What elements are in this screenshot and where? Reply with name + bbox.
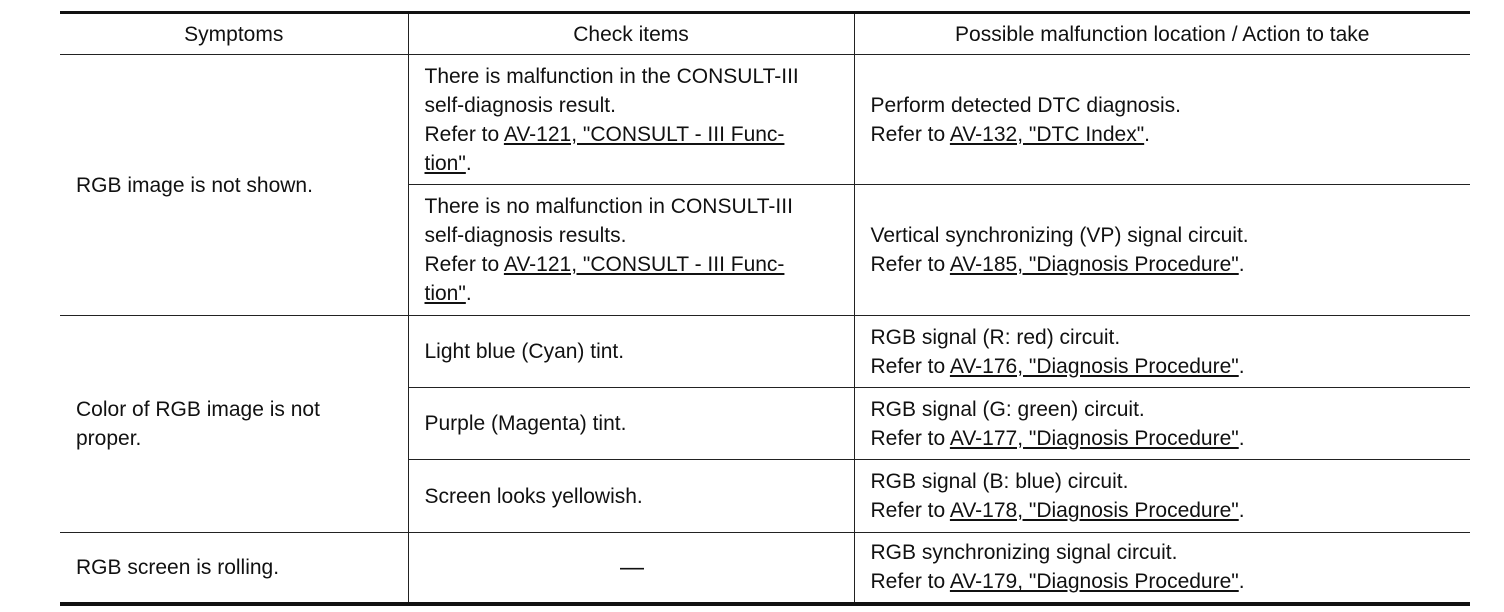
action-text: RGB signal (R: red) circuit.	[870, 325, 1121, 349]
header-check-items: Check items	[408, 13, 854, 55]
action-text: RGB signal (G: green) circuit.	[870, 397, 1145, 421]
period-text: .	[1238, 426, 1245, 450]
symptom-text: RGB image is not shown.	[76, 173, 313, 197]
reference-link[interactable]: AV-121, "CONSULT - III Func-	[503, 253, 785, 276]
refer-text: Refer to	[870, 499, 950, 522]
symptom-cell	[60, 55, 408, 316]
symptom-text: Color of RGB image is not	[76, 398, 320, 421]
reference-link[interactable]: AV-185, "Diagnosis Procedure"	[949, 253, 1239, 276]
reference-link[interactable]: tion"	[424, 151, 466, 175]
symptom-cell	[60, 533, 408, 604]
symptom-text: RGB screen is rolling.	[76, 555, 280, 579]
table-row	[60, 55, 1470, 185]
check-cell	[408, 460, 854, 533]
action-cell	[854, 55, 1470, 185]
action-cell	[854, 185, 1470, 316]
reference-link[interactable]: AV-132, "DTC Index"	[949, 122, 1145, 146]
action-cell	[854, 316, 1470, 388]
action-cell	[854, 533, 1470, 604]
check-text: Screen looks yellowish.	[424, 484, 643, 508]
reference-link[interactable]: AV-178, "Diagnosis Procedure"	[949, 499, 1239, 522]
check-cell	[408, 185, 854, 316]
reference-link[interactable]: AV-177, "Diagnosis Procedure"	[949, 426, 1239, 450]
check-text: There is malfunction in the CONSULT-III	[424, 64, 799, 88]
period-text: .	[465, 282, 472, 305]
diagnosis-table	[60, 11, 1470, 606]
reference-link[interactable]: AV-121, "CONSULT - III Func-	[503, 122, 785, 146]
period-text: .	[1238, 354, 1245, 378]
action-cell	[854, 460, 1470, 533]
refer-text: Refer to	[424, 253, 504, 276]
refer-text: Refer to	[870, 426, 950, 450]
refer-text: Refer to	[870, 253, 950, 276]
check-cell	[408, 533, 854, 604]
header-symptoms: Symptoms	[60, 13, 408, 55]
period-text: .	[465, 151, 472, 175]
reference-link[interactable]: AV-176, "Diagnosis Procedure"	[949, 354, 1239, 378]
action-text: Perform detected DTC diagnosis.	[870, 93, 1181, 117]
period-text: .	[1144, 122, 1151, 146]
period-text: .	[1238, 499, 1245, 522]
check-cell	[408, 316, 854, 388]
header-action: Possible malfunction location / Action to take	[854, 13, 1470, 55]
period-text: .	[1238, 253, 1245, 276]
check-cell	[408, 55, 854, 185]
action-text: RGB synchronizing signal circuit.	[870, 541, 1178, 565]
refer-text: Refer to	[870, 354, 950, 378]
period-text: .	[1238, 570, 1245, 594]
symptom-cell	[60, 316, 408, 533]
check-text: There is no malfunction in CONSULT-III	[424, 195, 793, 218]
refer-text: Refer to	[424, 122, 504, 146]
check-text: Purple (Magenta) tint.	[424, 412, 627, 435]
refer-text: Refer to	[870, 570, 950, 594]
refer-text: Refer to	[870, 122, 950, 146]
symptom-text: proper.	[76, 427, 142, 450]
table-row	[60, 316, 1470, 388]
header-row	[60, 13, 1470, 55]
action-text: Vertical synchronizing (VP) signal circuit.	[870, 224, 1249, 247]
reference-link[interactable]: tion"	[424, 282, 466, 305]
check-text: self-diagnosis result.	[424, 93, 616, 117]
action-cell	[854, 388, 1470, 460]
dash-text: —	[620, 553, 644, 581]
check-cell	[408, 388, 854, 460]
reference-link[interactable]: AV-179, "Diagnosis Procedure"	[949, 570, 1239, 594]
table-row	[60, 533, 1470, 604]
check-text: Light blue (Cyan) tint.	[424, 340, 625, 363]
action-text: RGB signal (B: blue) circuit.	[870, 470, 1129, 493]
check-text: self-diagnosis results.	[424, 224, 627, 247]
